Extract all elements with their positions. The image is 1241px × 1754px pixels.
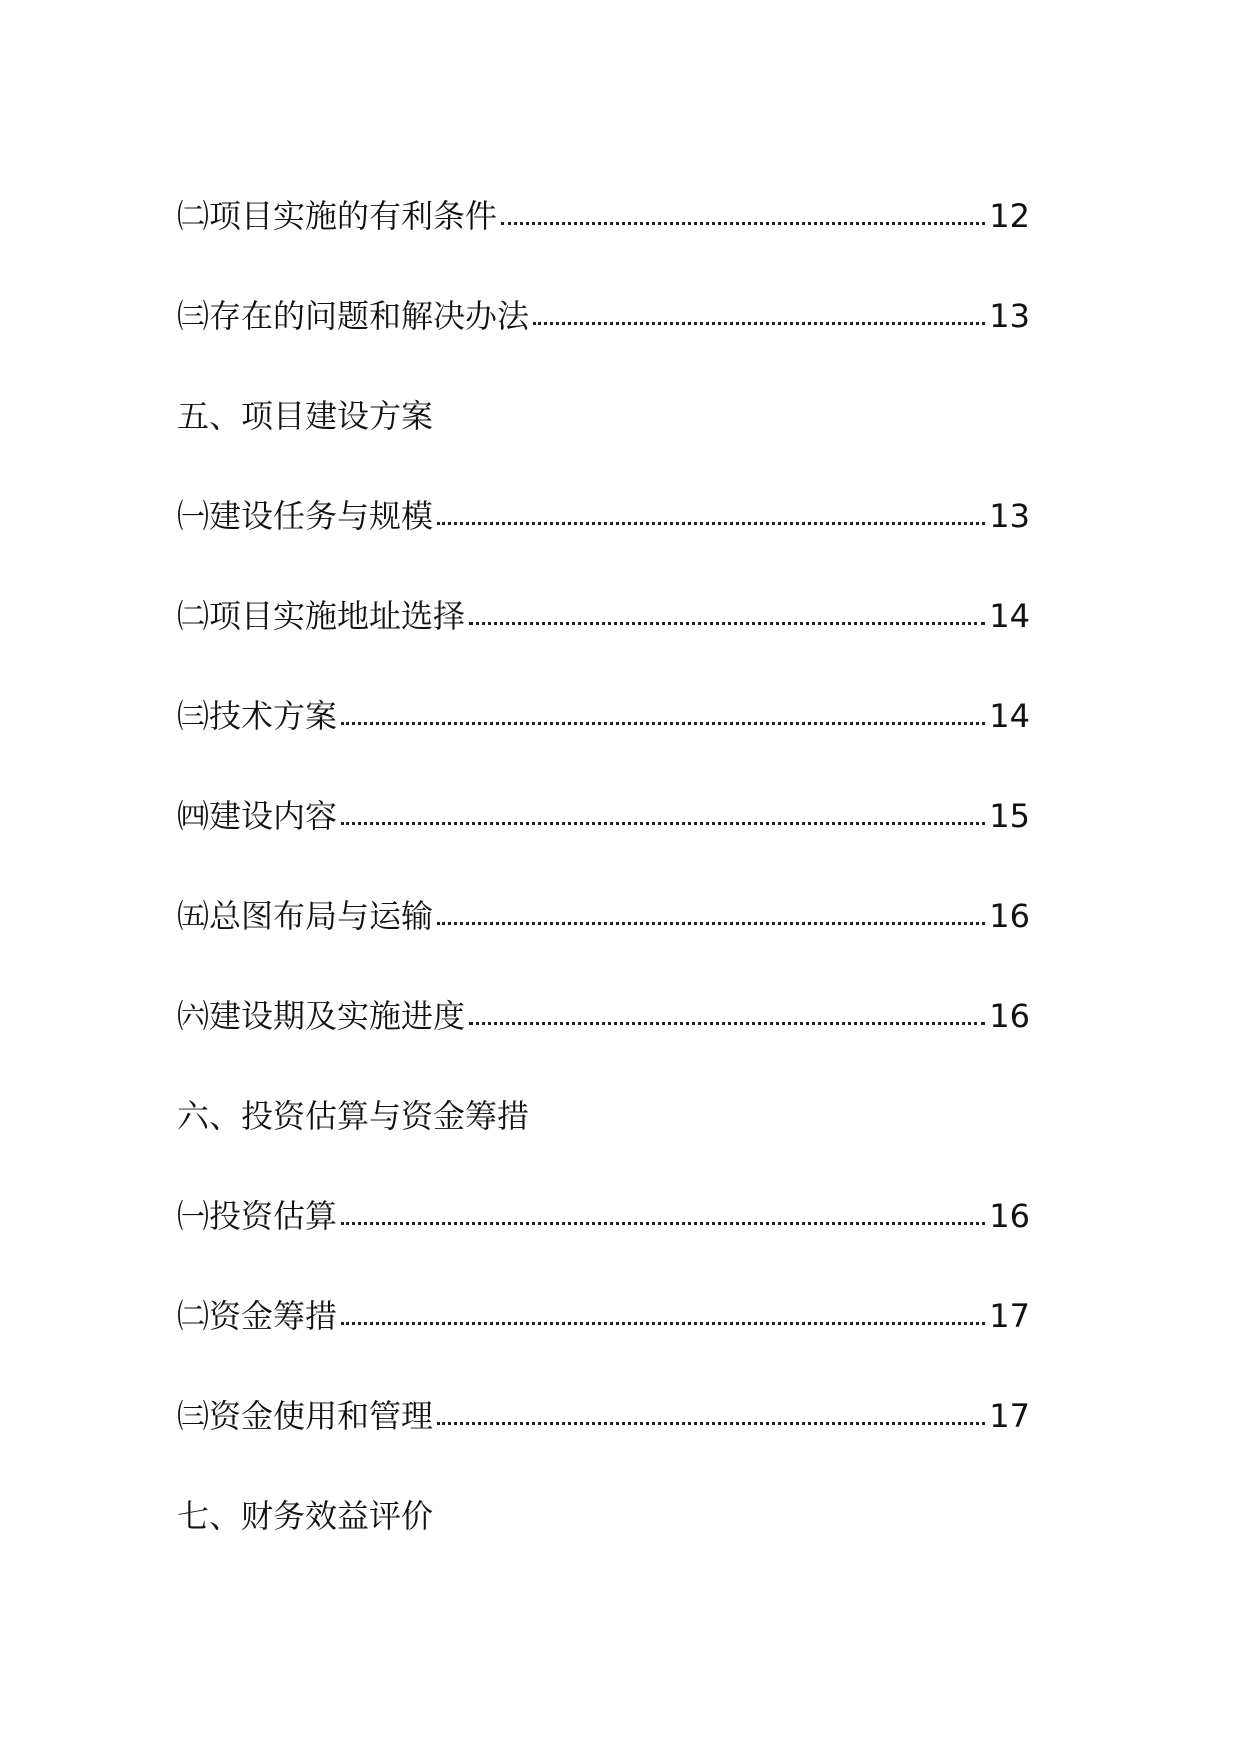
dot-leader [501,196,985,225]
toc-entry[interactable] [177,296,1030,396]
toc-entry[interactable] [177,796,1030,896]
toc-entry-title: ㈢存在的问题和解决办法 [177,297,530,335]
dot-leader [437,896,985,925]
dot-leader [469,996,985,1025]
dot-leader [437,496,985,525]
toc-page-number: 16 [989,997,1030,1035]
toc-entry[interactable] [177,196,1030,296]
dot-leader [437,1396,985,1425]
toc-page-number: 17 [989,1297,1030,1335]
toc-page-number: 13 [989,497,1030,535]
toc-entry[interactable] [177,1396,1030,1496]
toc-entry-title: ㈡项目实施的有利条件 [177,197,498,235]
dot-leader [341,1296,985,1325]
toc-entry[interactable] [177,696,1030,796]
toc-entry[interactable] [177,996,1030,1096]
toc-entry[interactable] [177,596,1030,696]
dot-leader [341,796,985,825]
toc-page-number: 14 [989,597,1030,635]
toc-entry-title: ㈢技术方案 [177,697,338,735]
toc-entry[interactable] [177,1196,1030,1296]
dot-leader [469,596,985,625]
toc-entry-title: ㈤总图布局与运输 [177,897,434,935]
table-of-contents [177,196,1030,1596]
toc-entry-title: ㈡项目实施地址选择 [177,597,466,635]
toc-section-title: 五、项目建设方案 [177,397,434,435]
toc-entry-title: ㈡资金筹措 [177,1297,338,1335]
dot-leader [341,1196,985,1225]
toc-entry-title: ㈣建设内容 [177,797,338,835]
toc-entry-title: ㈢资金使用和管理 [177,1397,434,1435]
toc-page-number: 16 [989,1197,1030,1235]
toc-entry[interactable] [177,1296,1030,1396]
toc-page-number: 15 [989,797,1030,835]
toc-entry[interactable] [177,896,1030,996]
toc-page-number: 14 [989,697,1030,735]
toc-section-title: 六、投资估算与资金筹措 [177,1097,530,1135]
toc-section-heading[interactable] [177,1096,1030,1196]
toc-page-number: 17 [989,1397,1030,1435]
toc-page-number: 13 [989,297,1030,335]
toc-entry-title: ㈠建设任务与规模 [177,497,434,535]
toc-entry[interactable] [177,496,1030,596]
toc-entry-title: ㈥建设期及实施进度 [177,997,466,1035]
dot-leader [533,296,985,325]
dot-leader [341,696,985,725]
toc-section-title: 七、财务效益评价 [177,1497,434,1535]
toc-entry-title: ㈠投资估算 [177,1197,338,1235]
toc-page-number: 12 [989,197,1030,235]
toc-page-number: 16 [989,897,1030,935]
toc-section-heading[interactable] [177,396,1030,496]
toc-section-heading[interactable] [177,1496,1030,1596]
